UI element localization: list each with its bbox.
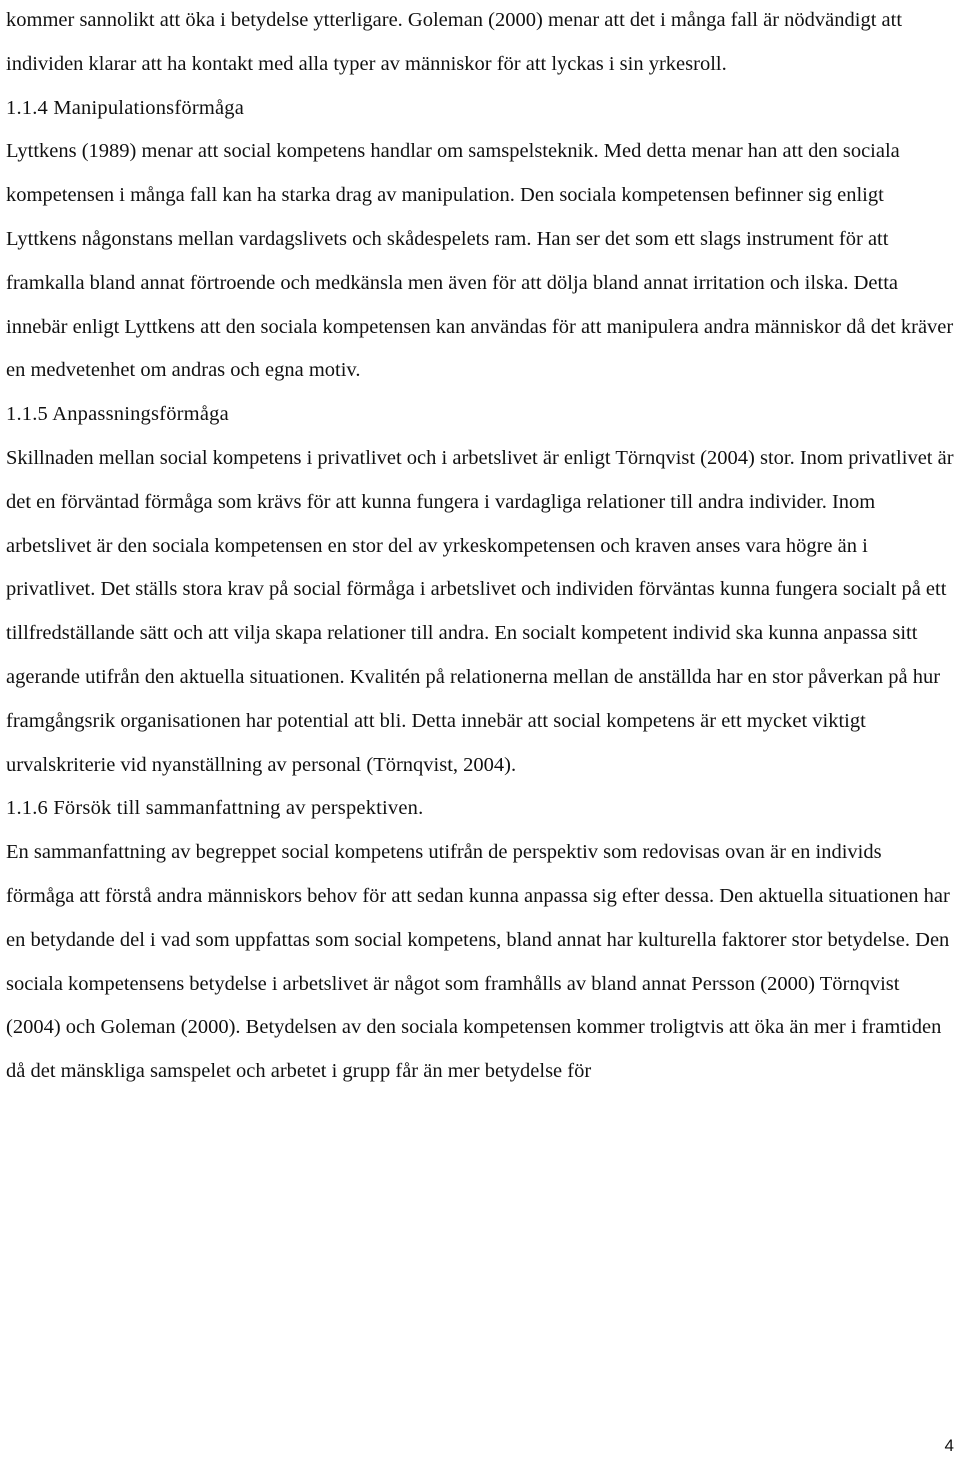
intro-paragraph: kommer sannolikt att öka i betydelse ytterligare. Goleman (2000) menar att det i många fall är nödvändigt att individen klarar att ha kontakt med alla typer av människor för att lyckas i sin yrkesroll. [6, 9, 903, 75]
section-paragraph-sammanfattning: En sammanfattning av begreppet social kompetens utifrån de perspektiv som redovisas ovan är en individs förmåga att förstå andra människors behov för att sedan kunna anpassa sig efter dessa. Den aktuella situationen har en betydande del i vad som uppfattas som social kompetens, bland annat har kulturella faktorer stor betydelse. Den sociala kompetensens betydelse i arbetslivet är något som framhålls av bland annat Persson (2000) Törnqvist (2004) och Goleman (2000). Betydelsen av den sociala kompetensen kommer troligtvis att öka än mer i framtiden då det mänskliga samspelet och arbetet i grupp får än mer betydelse för [6, 841, 950, 1083]
section-paragraph-manipulationsformaga: Lyttkens (1989) menar att social kompetens handlar om samspelsteknik. Med detta menar han att den sociala kompetensen i många fall kan ha starka drag av manipulation. Den sociala kompetensen befinner sig enligt Lyttkens någonstans mellan vardagslivets och skådespelets ram. Han ser det som ett slags instrument för att framkalla bland annat förtroende och medkänsla men även för att dölja bland annat irritation och ilska. Detta innebär enligt Lyttkens att den sociala kompetensen kan användas för att manipulera andra människor då det kräver en medvetenhet om andras och egna motiv. [6, 140, 954, 382]
page-number: 4 [944, 1436, 954, 1455]
section-heading-anpassningsformaga: 1.1.5 Anpassningsförmåga [6, 403, 229, 426]
section-heading-sammanfattning: 1.1.6 Försök till sammanfattning av perspektiven. [6, 797, 424, 820]
section-heading-manipulationsformaga: 1.1.4 Manipulationsförmåga [6, 96, 245, 119]
section-paragraph-anpassningsformaga: Skillnaden mellan social kompetens i privatlivet och i arbetslivet är enligt Törnqvist (2004) stor. Inom privatlivet är det en förväntad förmåga som krävs för att kunna fungera i vardagliga relationer till andra individer. Inom arbetslivet är den sociala kompetensen en stor del av yrkeskompetensen och kraven anses vara högre än i privatlivet. Det ställs stora krav på social förmåga i arbetslivet och individen förväntas kunna fungera socialt på ett tillfredställande sätt och att vilja skapa relationer till andra. En socialt kompetent individ ska kunna anpassa sitt agerande utifrån den aktuella situationen. Kvalitén på relationerna mellan de anställda har en stor påverkan på hur framgångsrik organisationen har potential att bli. Detta innebär att social kompetens är ett mycket viktigt urvalskriterie vid nyanställning av personal (Törnqvist, 2004). [6, 446, 954, 776]
document-page [6, 0, 954, 1094]
